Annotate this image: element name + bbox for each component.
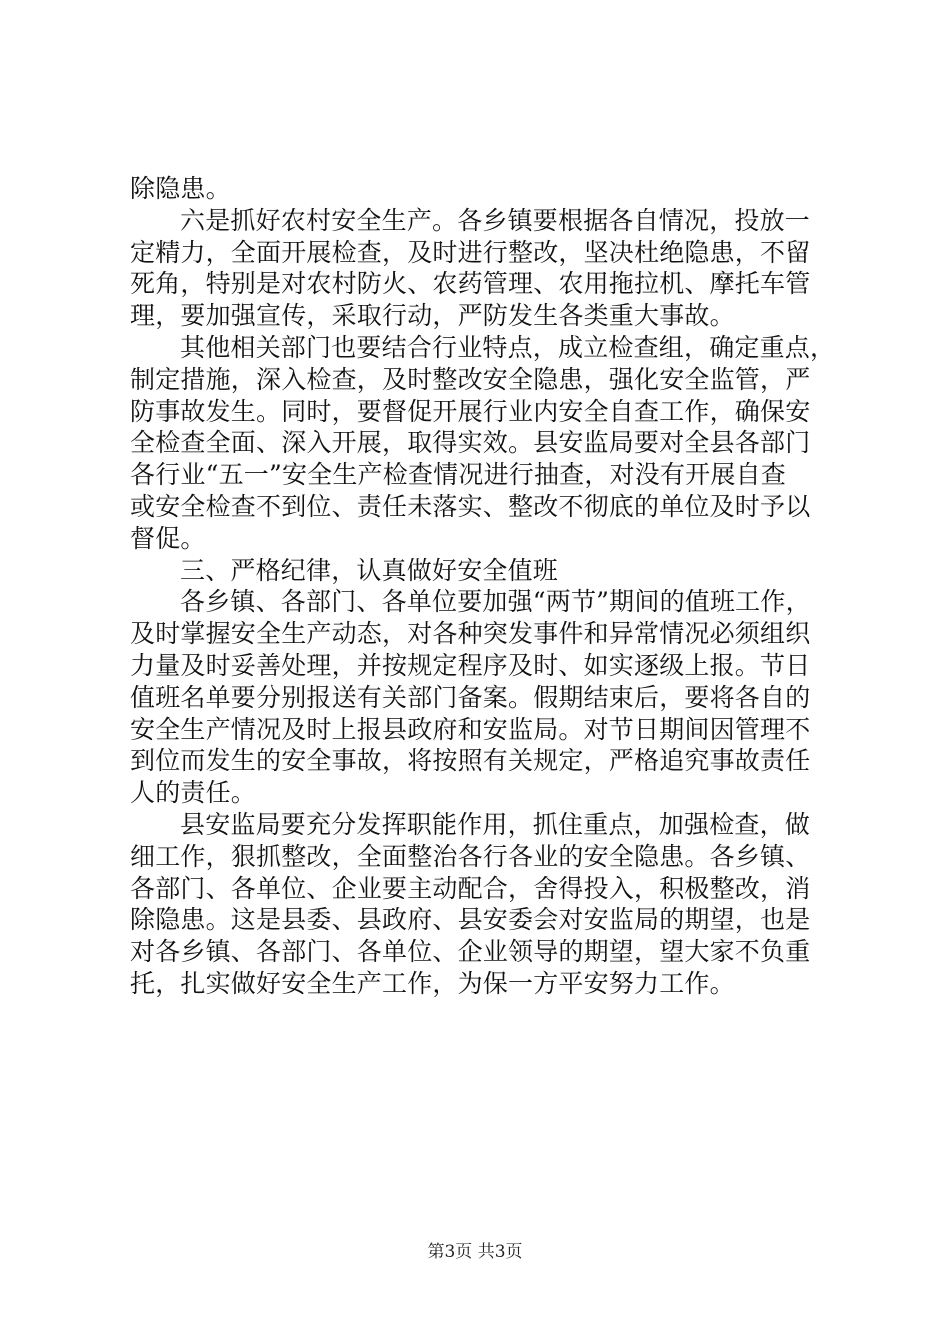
text-line: 全检查全面、深入开展，取得实效。县安监局要对全县各部门 [130,428,811,458]
page-number: 第3页 共3页 [427,1242,523,1262]
section-heading: 三、严格纪律，认真做好安全值班 [180,555,559,585]
text-line: 除隐患。 [130,174,231,203]
text-line: 托，扎实做好安全生产工作，为保一方平安努力工作。 [130,968,735,998]
text-line: 防事故发生。同时，要督促开展行业内安全自查工作，确保安 [130,396,811,426]
text-line: 理，要加强宣传，采取行动，严防发生各类重大事故。 [130,301,735,331]
text-line: 细工作，狠抓整改，全面整治各行各业的安全隐患。各乡镇、 [130,841,811,871]
text-line: 其他相关部门也要结合行业特点，成立检查组，确定重点， [180,332,836,362]
text-line: 县安监局要充分发挥职能作用，抓住重点，加强检查，做 [180,809,811,839]
text-line: 各行业“五一”安全生产检查情况进行抽查，对没有开展自查 [130,460,786,490]
page-footer [0,1240,950,1264]
body-text [130,173,836,1000]
text-line: 人的责任。 [130,778,257,808]
text-line: 督促。 [130,523,206,553]
text-line: 安全生产情况及时上报县政府和安监局。对节日期间因管理不 [130,714,811,744]
text-line: 及时掌握安全生产动态，对各种突发事件和异常情况必须组织 [130,619,811,649]
text-line: 值班名单要分别报送有关部门备案。假期结束后，要将各自的 [130,682,811,712]
text-line: 制定措施，深入检查，及时整改安全隐患，强化安全监管，严 [130,364,811,394]
text-line: 力量及时妥善处理，并按规定程序及时、如实逐级上报。节日 [130,650,811,680]
text-line: 各乡镇、各部门、各单位要加强“两节”期间的值班工作， [180,587,811,617]
text-line: 定精力，全面开展检查，及时进行整改，坚决杜绝隐患，不留 [130,237,811,267]
text-line: 对各乡镇、各部门、各单位、企业领导的期望，望大家不负重 [130,937,811,967]
text-line: 各部门、各单位、企业要主动配合，舍得投入，积极整改，消 [130,873,811,903]
text-line: 除隐患。这是县委、县政府、县安委会对安监局的期望，也是 [130,905,811,935]
text-line: 到位而发生的安全事故，将按照有关规定，严格追究事故责任 [130,746,811,776]
text-line: 六是抓好农村安全生产。各乡镇要根据各自情况，投放一 [180,205,811,235]
text-line: 或安全检查不到位、责任未落实、整改不彻底的单位及时予以 [130,491,811,521]
text-line: 死角，特别是对农村防火、农药管理、农用拖拉机、摩托车管 [130,269,811,299]
